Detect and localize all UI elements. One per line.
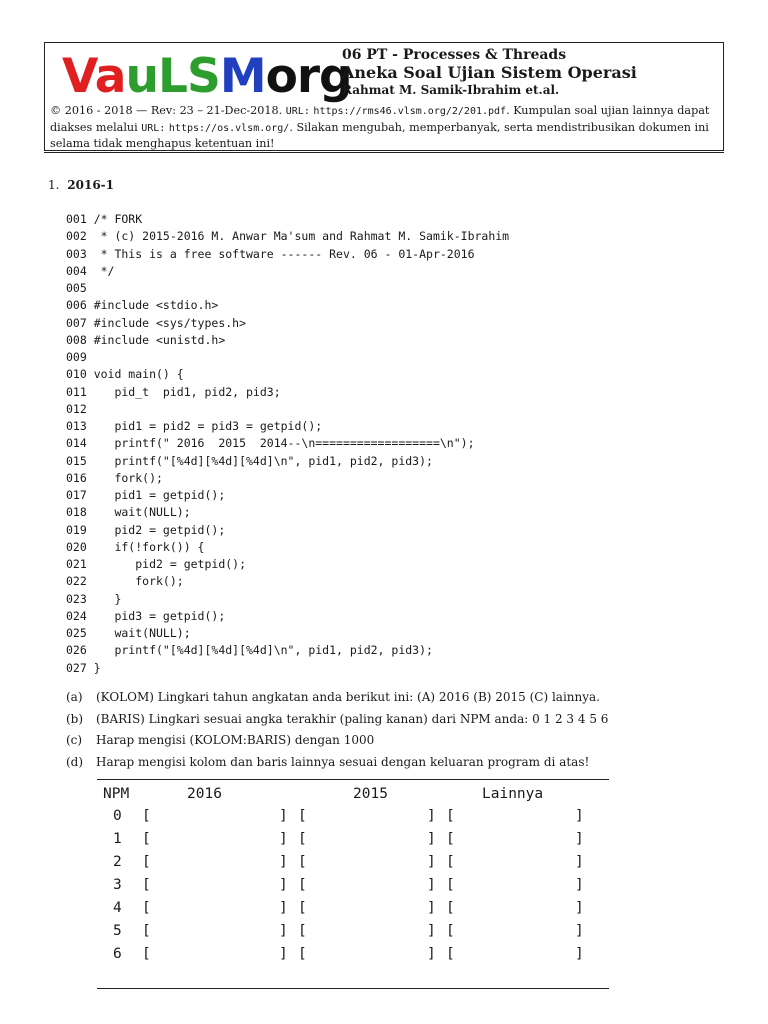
open-bracket-lainnya: [ xyxy=(446,831,455,848)
table-row xyxy=(97,923,609,946)
header-rule xyxy=(44,152,724,153)
close-bracket-2015: ] xyxy=(427,854,436,871)
header-lainnya: Lainnya xyxy=(482,786,544,802)
code-line: 003 * This is a free software ------ Rev. 06 - 01-Apr-2016 xyxy=(66,246,475,261)
code-line: 023 } xyxy=(66,591,122,606)
close-bracket-2016: ] xyxy=(279,877,288,894)
table-header-row xyxy=(97,786,609,808)
close-bracket-2016: ] xyxy=(279,923,288,940)
notice-text-2: . Kumpulan soal ujian lainnya dapat diakses melalui xyxy=(50,104,710,134)
course-line: 06 PT - Processes & Threads xyxy=(342,47,567,63)
question-title: 2016-1 xyxy=(67,178,115,192)
header-2015: 2015 xyxy=(353,786,388,802)
subquestion-label: (c) xyxy=(66,733,83,748)
notice-url-label-1: URL: xyxy=(285,106,310,117)
code-line: 001 /* FORK xyxy=(66,212,143,226)
open-bracket-2015: [ xyxy=(298,877,307,894)
subquestion xyxy=(66,755,608,777)
code-line: 018 wait(NULL); xyxy=(66,505,191,520)
notice-text-3: . Silakan mengubah, memperbanyak, serta mendistribusikan dokumen ini selama tidak menghapus ketentuan ini! xyxy=(50,120,709,150)
logo-part: Va xyxy=(62,49,126,104)
code-line: 014 printf(" 2016 2015 2014--\n==================\n"); xyxy=(66,436,475,451)
code-line: 019 pid2 = getpid(); xyxy=(66,522,226,537)
subquestion xyxy=(66,733,608,755)
open-bracket-2016: [ xyxy=(142,877,151,894)
close-bracket-2015: ] xyxy=(427,877,436,894)
code-line: 027 } xyxy=(66,660,101,675)
open-bracket-2015: [ xyxy=(298,831,307,848)
subquestion-text: Harap mengisi kolom dan baris lainnya sesuai dengan keluaran program di atas! xyxy=(96,755,590,770)
subquestion-text: (BARIS) Lingkari sesuai angka terakhir (paling kanan) dari NPM anda: 0 1 2 3 4 5 6 xyxy=(96,711,609,726)
notice-url-2[interactable]: https://os.vlsm.org/ xyxy=(168,122,290,134)
code-line: 011 pid_t pid1, pid2, pid3; xyxy=(66,384,281,399)
code-line: 022 fork(); xyxy=(66,574,184,589)
subquestion-text: (KOLOM) Lingkari tahun angkatan anda berikut ini: (A) 2016 (B) 2015 (C) lainnya. xyxy=(96,690,600,704)
authors: Rahmat M. Samik-Ibrahim et.al. xyxy=(342,83,560,97)
open-bracket-2016: [ xyxy=(142,808,151,825)
open-bracket-lainnya: [ xyxy=(446,946,455,963)
close-bracket-2016: ] xyxy=(279,900,288,917)
notice-url-1[interactable]: https://rms46.vlsm.org/2/201.pdf xyxy=(313,106,507,117)
subquestion-label: (a) xyxy=(66,690,83,704)
code-line: 008 #include <unistd.h> xyxy=(66,332,226,347)
open-bracket-2015: [ xyxy=(298,808,307,825)
open-bracket-lainnya: [ xyxy=(446,808,455,825)
subquestion-label: (d) xyxy=(66,755,84,770)
row-npm: 1 xyxy=(113,831,122,848)
code-line: 004 */ xyxy=(66,263,115,278)
open-bracket-2015: [ xyxy=(298,900,307,917)
row-npm: 3 xyxy=(113,877,122,894)
subquestion xyxy=(66,712,608,734)
open-bracket-2016: [ xyxy=(142,831,151,848)
row-npm: 5 xyxy=(113,923,122,940)
code-line: 006 #include <stdio.h> xyxy=(66,298,219,313)
code-line: 013 pid1 = pid2 = pid3 = getpid(); xyxy=(66,419,323,433)
table-bottom-rule xyxy=(97,988,609,989)
close-bracket-2015: ] xyxy=(427,900,436,917)
subquestion xyxy=(66,690,608,712)
notice-url-label-2: URL: xyxy=(141,122,166,134)
close-bracket-2016: ] xyxy=(279,831,288,848)
code-line: 015 printf("[%4d][%4d][%4d]\n", pid1, pid2, pid3); xyxy=(66,453,433,468)
subquestion-list xyxy=(66,690,608,777)
answer-table xyxy=(97,786,609,969)
table-row xyxy=(97,946,609,969)
table-row xyxy=(97,808,609,831)
logo-part: u xyxy=(125,49,158,104)
notice-copyright: © 2016 - 2018 — Rev: 23 – 21-Dec-2018. xyxy=(50,104,283,117)
close-bracket-lainnya: ] xyxy=(575,808,584,825)
code-line: 005 xyxy=(66,281,87,295)
logo-part: M xyxy=(219,49,266,104)
code-line: 012 xyxy=(66,401,87,416)
code-line: 024 pid3 = getpid(); xyxy=(66,608,226,623)
license-notice xyxy=(50,103,718,152)
code-line: 016 fork(); xyxy=(66,470,163,485)
row-npm: 2 xyxy=(113,854,122,871)
close-bracket-2015: ] xyxy=(427,808,436,825)
open-bracket-2016: [ xyxy=(142,854,151,871)
open-bracket-2016: [ xyxy=(142,923,151,940)
document-title: Aneka Soal Ujian Sistem Operasi xyxy=(342,63,637,82)
open-bracket-2015: [ xyxy=(298,946,307,963)
subquestion-text: Harap mengisi (KOLOM:BARIS) dengan 1000 xyxy=(96,733,375,748)
header-2016: 2016 xyxy=(187,786,222,802)
close-bracket-lainnya: ] xyxy=(575,946,584,963)
open-bracket-2015: [ xyxy=(298,854,307,871)
code-line: 009 xyxy=(66,350,87,364)
close-bracket-lainnya: ] xyxy=(575,900,584,917)
table-top-rule xyxy=(97,779,609,780)
open-bracket-2015: [ xyxy=(298,923,307,940)
code-line: 026 printf("[%4d][%4d][%4d]\n", pid1, pid2, pid3); xyxy=(66,643,433,658)
code-line: 017 pid1 = getpid(); xyxy=(66,488,226,502)
row-npm: 6 xyxy=(113,946,122,963)
open-bracket-lainnya: [ xyxy=(446,923,455,940)
table-row xyxy=(97,877,609,900)
header-npm: NPM xyxy=(103,786,130,802)
close-bracket-2016: ] xyxy=(279,808,288,825)
code-line: 021 pid2 = getpid(); xyxy=(66,557,247,571)
table-row xyxy=(97,831,609,854)
open-bracket-lainnya: [ xyxy=(446,877,455,894)
close-bracket-2016: ] xyxy=(279,854,288,871)
row-npm: 4 xyxy=(113,900,122,917)
vlsm-logo xyxy=(62,47,352,107)
table-row xyxy=(97,900,609,923)
question-number: 1. xyxy=(48,178,60,192)
code-line: 020 if(!fork()) { xyxy=(66,539,205,554)
close-bracket-lainnya: ] xyxy=(575,831,584,848)
close-bracket-2015: ] xyxy=(427,831,436,848)
subquestion-label: (b) xyxy=(66,711,84,726)
open-bracket-2016: [ xyxy=(142,900,151,917)
table-row xyxy=(97,854,609,877)
close-bracket-lainnya: ] xyxy=(575,854,584,871)
close-bracket-lainnya: ] xyxy=(575,877,584,894)
code-listing xyxy=(66,211,509,677)
code-line: 010 void main() { xyxy=(66,367,184,382)
close-bracket-2015: ] xyxy=(427,923,436,940)
code-line: 025 wait(NULL); xyxy=(66,626,191,640)
close-bracket-2016: ] xyxy=(279,946,288,963)
open-bracket-lainnya: [ xyxy=(446,900,455,917)
row-npm: 0 xyxy=(113,808,122,825)
logo-part: LS xyxy=(158,49,220,104)
title-block xyxy=(342,48,637,96)
logo-part: org xyxy=(265,49,352,104)
open-bracket-lainnya: [ xyxy=(446,854,455,871)
code-line: 002 * (c) 2015-2016 M. Anwar Ma'sum and Rahmat M. Samik-Ibrahim xyxy=(66,229,510,244)
open-bracket-2016: [ xyxy=(142,946,151,963)
question-heading xyxy=(48,178,114,192)
close-bracket-lainnya: ] xyxy=(575,923,584,940)
code-line: 007 #include <sys/types.h> xyxy=(66,315,247,330)
close-bracket-2015: ] xyxy=(427,946,436,963)
